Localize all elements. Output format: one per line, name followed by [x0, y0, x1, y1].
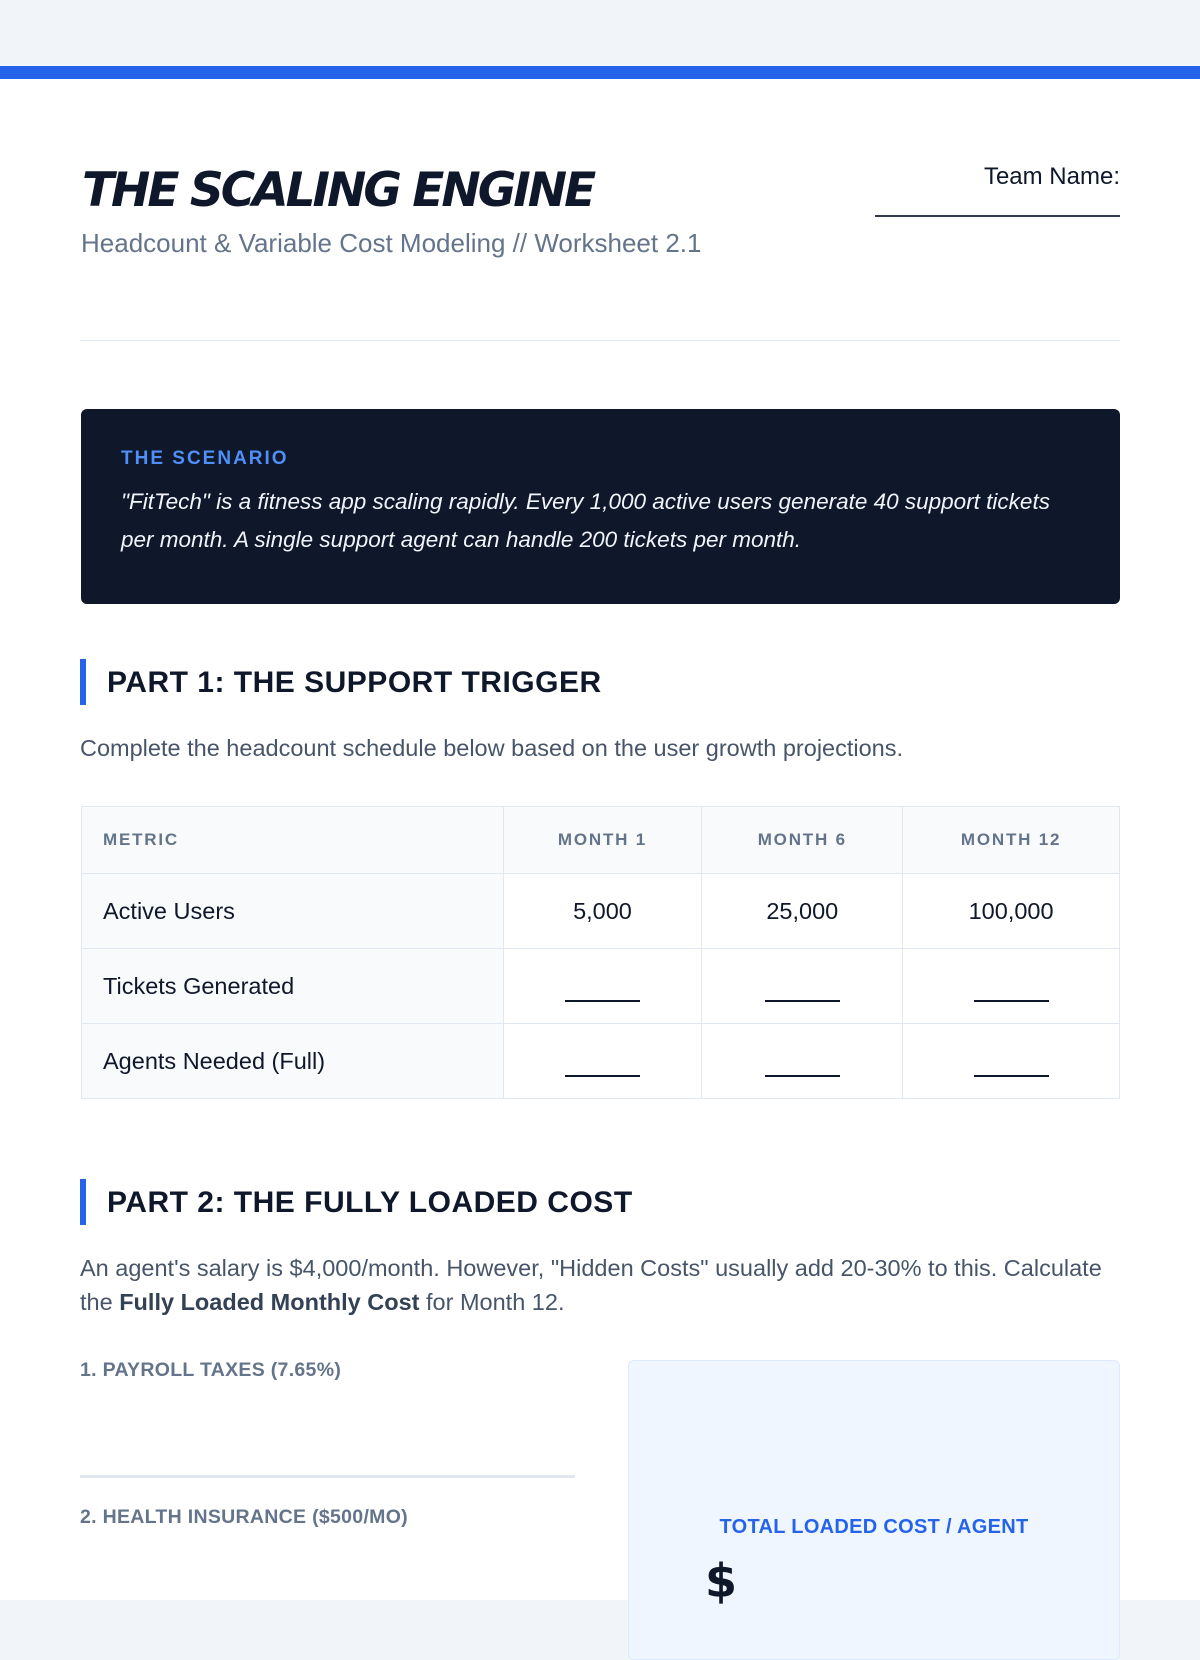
cell-tickets-month12[interactable] [903, 949, 1120, 1024]
cell-agents-month1[interactable] [503, 1024, 702, 1099]
table-row [82, 949, 1120, 1024]
cell-active-users-month6: 25,000 [702, 874, 903, 949]
blank-answer-line[interactable] [765, 982, 840, 1002]
cell-active-users-month1: 5,000 [503, 874, 702, 949]
part1-accent-bar [80, 659, 86, 705]
part2-text-bold: Fully Loaded Monthly Cost [119, 1289, 420, 1315]
headcount-table [81, 806, 1120, 1099]
blank-answer-line[interactable] [974, 1057, 1049, 1077]
total-cost-label: TOTAL LOADED COST / AGENT [719, 1516, 1029, 1538]
table-row [82, 874, 1120, 949]
row-label-active-users: Active Users [82, 874, 504, 949]
table-header-row [82, 807, 1120, 874]
table-header-month6: MONTH 6 [702, 807, 903, 874]
team-name-label: Team Name: [983, 163, 1120, 190]
scenario-label: THE SCENARIO [121, 448, 289, 469]
health-insurance-label: 2. HEALTH INSURANCE ($500/MO) [80, 1506, 408, 1528]
blank-answer-line[interactable] [974, 982, 1049, 1002]
part2-text-a: An agent's salary is $4,000/month. However, "Hidden Costs" usually add 20-30% to this. Calculate the [80, 1255, 1102, 1315]
worksheet-page [0, 79, 1200, 1608]
table-header-month1: MONTH 1 [503, 807, 702, 874]
total-cost-box[interactable] [628, 1360, 1120, 1660]
part1-instructions: Complete the headcount schedule below based on the user growth projections. [80, 735, 904, 761]
cell-active-users-month12: 100,000 [903, 874, 1120, 949]
page-subtitle: Headcount & Variable Cost Modeling // Worksheet 2.1 [81, 228, 702, 258]
table-header-month12: MONTH 12 [903, 807, 1120, 874]
cell-tickets-month6[interactable] [702, 949, 903, 1024]
scenario-box [81, 409, 1120, 604]
payroll-taxes-label: 1. PAYROLL TAXES (7.65%) [80, 1359, 342, 1381]
part2-text-b: for Month 12. [419, 1289, 565, 1315]
team-name-field[interactable] [875, 215, 1120, 217]
cell-agents-month12[interactable] [903, 1024, 1120, 1099]
blank-answer-line[interactable] [765, 1057, 840, 1077]
top-accent-bar [0, 66, 1200, 79]
dollar-sign: $ [705, 1554, 738, 1608]
row-label-agents: Agents Needed (Full) [82, 1024, 504, 1099]
payroll-taxes-answer-line[interactable] [80, 1475, 575, 1478]
blank-answer-line[interactable] [565, 982, 640, 1002]
cell-agents-month6[interactable] [702, 1024, 903, 1099]
blank-answer-line[interactable] [565, 1057, 640, 1077]
part2-instructions [80, 1251, 1130, 1319]
page-title: THE SCALING ENGINE [82, 163, 594, 218]
table-header-metric: METRIC [82, 807, 504, 874]
row-label-tickets: Tickets Generated [82, 949, 504, 1024]
part2-title: PART 2: THE FULLY LOADED COST [107, 1186, 633, 1219]
table-row [82, 1024, 1120, 1099]
cell-tickets-month1[interactable] [503, 949, 702, 1024]
part1-title: PART 1: THE SUPPORT TRIGGER [107, 666, 602, 699]
part2-accent-bar [80, 1179, 86, 1225]
header-divider [80, 340, 1120, 341]
scenario-text: "FitTech" is a fitness app scaling rapidly. Every 1,000 active users generate 40 support tickets per month. A single support agent can handle 200 tickets per month. [121, 489, 1050, 552]
